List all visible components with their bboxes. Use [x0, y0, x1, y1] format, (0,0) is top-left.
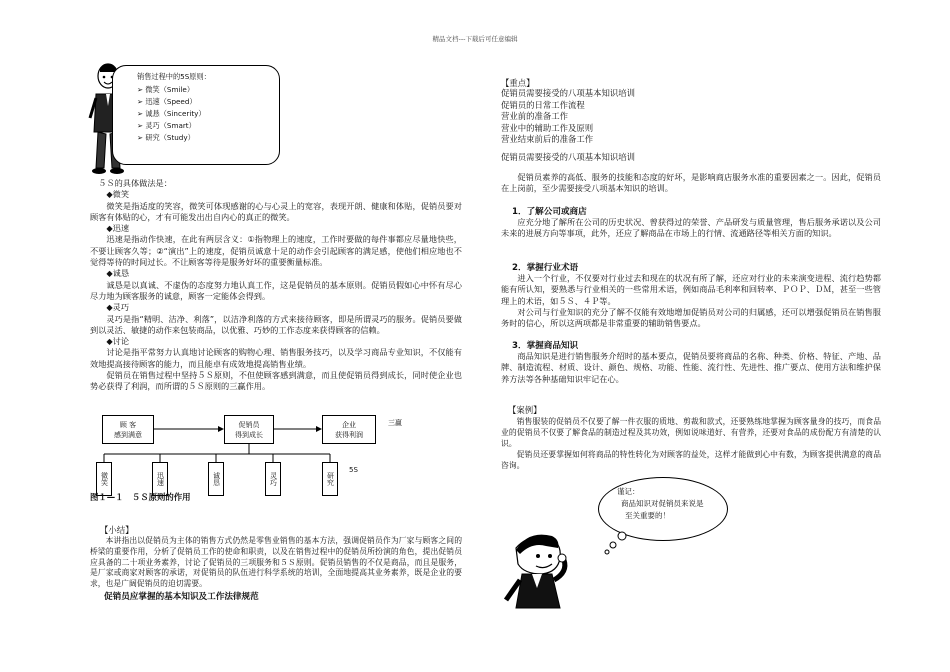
- keypoint-item: 营业结束前后的准备工作: [501, 134, 594, 144]
- speed-text: 迅速是指动作快速，在此有两层含义：①指物理上的速度，工作时要做的每件事都应尽量地快些，不要让顾客久等；②“演出”上的速度，促销员诚意十足的动作会引起顾客的满足感，使他们相应地也不觉得等待的时间过长。不让顾客等待是服务好坏的重要衡量标准。: [90, 234, 462, 268]
- case-title: 【案例】: [508, 405, 542, 415]
- 5s-principles-cloud: [112, 65, 280, 165]
- section-1-title: 1．了解公司或商店: [512, 207, 587, 217]
- keypoint-item: 营业中的辅助工作及原则: [501, 122, 594, 133]
- cloud-item: ➢ 灵巧（Smart）: [137, 121, 196, 130]
- cloud-item: ➢ 迅速（Speed）: [137, 97, 197, 106]
- bubble-line-2: 至关重要的！: [625, 511, 670, 520]
- section-heading: 促销员需要接受的八项基本知识培训: [501, 152, 635, 162]
- study-text: 讨论是指平常努力认真地讨论顾客的购物心理、销售服务技巧，以及学习商品专业知识，不仅能有效地提高接待顾客的能力，而且能卓有成效地提高销售业绩。: [90, 347, 462, 369]
- summary-title: 【小结】: [100, 525, 134, 535]
- smart-title: ◆灵巧: [106, 302, 130, 313]
- keypoint-item: 营业前的准备工作: [501, 111, 568, 121]
- 5s-side-label: 5S: [349, 466, 358, 474]
- 5s-details: [90, 178, 462, 393]
- bubble-label: 谨记：: [617, 487, 640, 496]
- 5s-box-study: 研究: [322, 462, 338, 496]
- cartoon-thinker-icon: [498, 528, 580, 616]
- cloud-item: ➢ 微笑（Smile）: [137, 85, 195, 94]
- case-text: 销售服装的促销员不仅要了解一件衣服的质地、剪裁和款式，还要熟练地掌握为顾客量身的技巧，而食品业的促销员不仅要了解食品的制造过程及其功效，例如说味道好、有营养，还要对食品的成份配方有清楚的认识。 促销员还要掌握如何将商品的特性转化为对顾客的益处，这样才能做到心中有数，为顾客提供满意的商品咨询。: [501, 417, 881, 470]
- sincerity-text: 诚恳是以真诚、不虚伪的态度努力地认真工作，这是促销员的基本原则。促销员假如心中怀有尽心尽力地为顾客服务的诚意，顾客一定能体会得到。: [90, 279, 462, 301]
- smile-title: ◆微笑: [106, 189, 130, 200]
- keypoint-item: 促销员的日常工作流程: [501, 99, 585, 110]
- figure-caption: 图１—１ ５Ｓ原则的作用: [90, 492, 191, 502]
- cloud-item: ➢ 研究（Study）: [137, 133, 195, 142]
- cloud-title: 销售过程中的5S原则：: [137, 72, 211, 81]
- 5s-effect-diagram: [90, 412, 420, 502]
- bubble-tail-icon: [600, 530, 640, 560]
- 5s-intro: ５Ｓ的具体做法是：: [98, 178, 172, 188]
- smile-text: 微笑是指适度的笑容，微笑可体现感谢的心与心灵上的宽容，表现开朗、健康和体贴，促销员要对顾客有体贴的心，才有可能发出出自内心的真正的微笑。: [90, 200, 462, 222]
- keypoints-title: 【重点】: [501, 78, 535, 88]
- keypoints-list: [501, 88, 635, 146]
- arrow-bullet-icon: ➢: [137, 97, 146, 106]
- win-win-text: 促销员在销售过程中坚持５Ｓ原则，不但使顾客感到满意，而且使促销员得到成长，同时使企业也势必获得了利润，而所谓的５Ｓ原则的三赢作用。: [90, 370, 462, 392]
- section-1-text: 应充分地了解所在公司的历史状况、曾获得过的荣誉、产品研发与质量管理，售后服务承诺以及公司未来的进展方向等事项，此外，还应了解商品在市场上的行情、流通路径等相关方面的知识。: [501, 217, 881, 239]
- 5s-box-smart: 灵巧: [265, 462, 281, 496]
- 5s-box-smile: 微笑: [96, 462, 112, 496]
- section-3-text: 商品知识是进行销售服务介绍时的基本要点，促销员要将商品的名称、种类、价格、特征、产地、品牌、制造流程、材质、设计、颜色、规格、功能、性能、流行性、先进性、推广要点、使用方法和维护保养方法等各种基础知识牢记在心。: [501, 351, 881, 384]
- study-title: ◆讨论: [106, 336, 130, 347]
- section-2-title: 2．掌握行业术语: [512, 263, 579, 273]
- page-header-note: 精品文档---下载后可任意编辑: [432, 35, 518, 43]
- section-2-text: 进入一个行业，不仅要对行业过去和现在的状况有所了解，还应对行业的未来演变进程、流行趋势都能有所认知，要熟悉与行业相关的一些常用术语，例如商品毛利率和回转率、ＰＯＰ、ＤＭ，甚至一些管理上的术语，如５Ｓ、４Ｐ等。 对公司与行业知识的充分了解不仅能有效地增加促销员对公司的归属感，还可以增强促销员在销售服务时的信心，所以这两项都是非常重要的辅助销售要点。: [501, 273, 881, 329]
- sincerity-title: ◆诚恳: [106, 268, 130, 279]
- bubble-line-1: 商品知识对促销员来说是: [621, 499, 704, 508]
- promoter-growth-box: 促销员 得到成长: [224, 415, 274, 444]
- training-intro: 促销员素养的高低、服务的技能和态度的好坏，是影响商店服务水准的重要因素之一。因此，促销员在上岗前，至少需要接受八项基本知识的培训。: [501, 172, 881, 194]
- section-3-title: 3．掌握商品知识: [512, 341, 579, 351]
- speed-title: ◆迅速: [106, 223, 130, 234]
- enterprise-profit-box: 企业 获得利润: [322, 415, 376, 444]
- cloud-item: ➢ 诚恳（Sincerity）: [137, 109, 206, 118]
- customer-satisfied-box: 顾 客 感到满意: [102, 415, 154, 444]
- 5s-box-speed: 迅速: [152, 462, 168, 496]
- summary-text: 本讲指出以促销员为主体的销售方式仍然是零售业销售的基本方法，强调促销员作为厂家与顾客之间的桥梁的重要作用，分析了促销员工作的使命和职责，以及在销售过程中的促销员所扮演的角色，提出促销员应具备的二十项业务素养，讨论了促销员的三项服务和５Ｓ原则。促销员销售的不仅是商品，而且是服务，是厂家或商家对顾客的承诺，对促销员的队伍进行科学系统的培训，全面地提高其业务素养，既是企业的要求，也是广阔促销员的迫切需要。: [90, 536, 462, 589]
- arrow-bullet-icon: ➢: [137, 121, 146, 130]
- 5s-box-sincerity: 诚恳: [208, 462, 224, 496]
- keypoint-item: 促销员需要接受的八项基本知识培训: [501, 88, 635, 98]
- closing-title: 促销员应掌握的基本知识及工作法律规范: [104, 592, 259, 602]
- arrow-bullet-icon: ➢: [137, 109, 146, 118]
- smart-text: 灵巧是指“精明、洁净、利落”，以洁净利落的方式来接待顾客，即是所谓灵巧的服务。促销员要做到以灵活、敏捷的动作来包装商品，以优雅、巧妙的工作态度来获得顾客的信赖。: [90, 313, 462, 335]
- arrow-bullet-icon: ➢: [137, 133, 146, 142]
- arrow-bullet-icon: ➢: [137, 85, 146, 94]
- win-win-label: 三赢: [388, 419, 402, 427]
